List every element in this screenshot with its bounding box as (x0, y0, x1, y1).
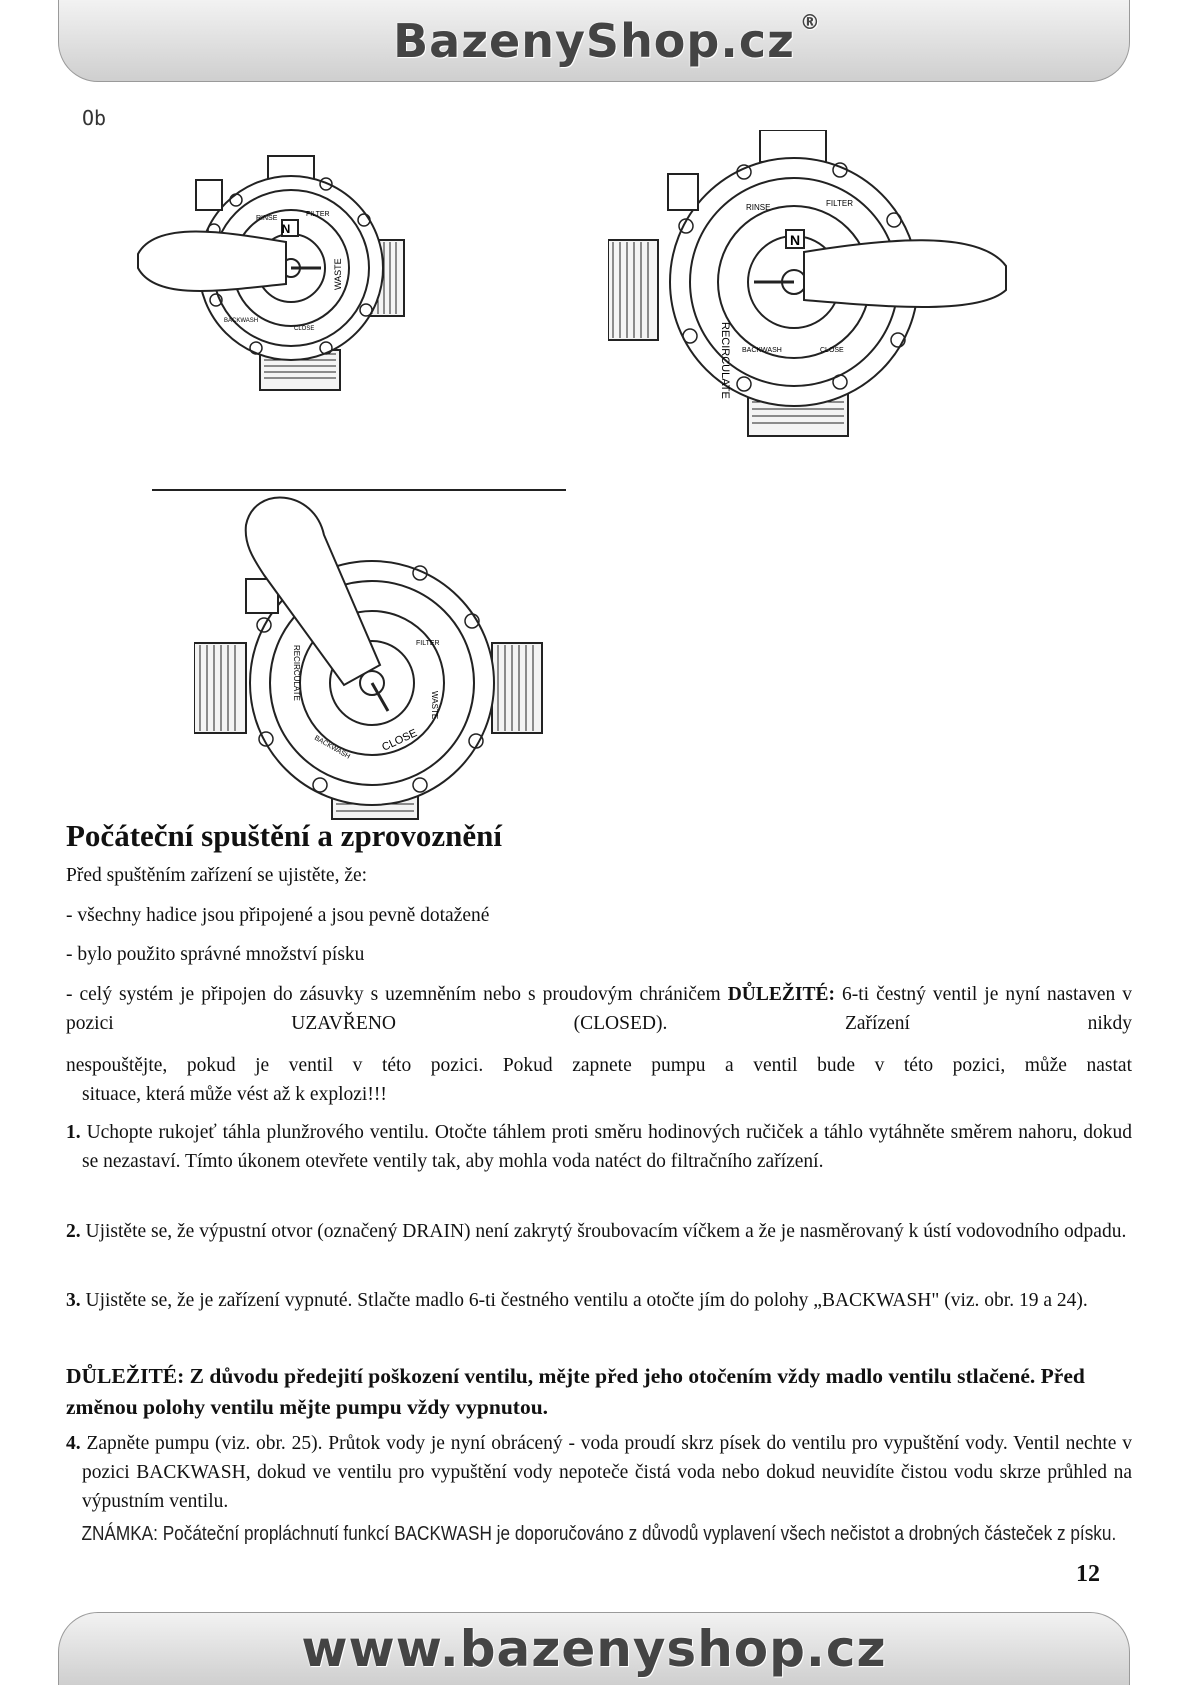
valve-label: BACKWASH (742, 347, 782, 354)
marker-label: N (789, 232, 801, 248)
valve-label: RINSE (256, 215, 278, 222)
valve-label: RINSE (746, 203, 771, 212)
valve-label: CLOSE (380, 727, 420, 754)
valve-label: FILTER (306, 211, 330, 218)
checklist-item: - všechny hadice jsou připojené a jsou pevně dotažené (66, 905, 490, 926)
brand-logo: BazenyShop.cz ® (393, 9, 821, 68)
footer-banner (58, 1612, 1130, 1685)
important-label: DŮLEŽITÉ: (727, 984, 835, 1005)
section-title: Počáteční spuštění a zprovoznění (66, 818, 502, 853)
step-1: 1. Uchopte rukojeť táhla plunžrového ventilu. Otočte táhlem proti směru hodinových ručiček a táhlo vytáhněte směrem nahoru, dokud se nezastaví. Tímto úkonem otevřete ventily tak, aby mohla voda natéct do filtračního zařízení. (66, 1122, 1133, 1172)
valve-label: CLOSE (294, 326, 315, 332)
important-warning: DŮLEŽITÉ: Z důvodu předejití poškození ventilu, mějte před jeho otočením vždy madlo ventilu stlačené. Před změnou polohy ventilu mějte pumpu vždy vypnutou. (66, 1364, 1085, 1419)
valve-label: FILTER (826, 199, 853, 208)
note-text: ZNÁMKA: Počáteční propláchnutí funkcí BACKWASH je doporučováno z důvodů vyplavení všech nečistot a drobných částeček z písku. (81, 1523, 1117, 1545)
step-2: 2. Ujistěte se, že výpustní otvor (označený DRAIN) není zakrytý šroubovacím víčkem a že je nasměrovaný k ústí vodovodního odpadu. (66, 1221, 1127, 1242)
divider-line (152, 489, 566, 491)
checklist-item: - bylo použito správné množství písku (66, 944, 365, 965)
valve-label: FILTER (416, 640, 440, 647)
step-4: 4. Zapněte pumpu (viz. obr. 25). Průtok vody je nyní obrácený - voda proudí skrz písek do ventilu pro vypuštění vody. Ventil nechte v pozici BACKWASH, dokud ve ventilu pro vypuštění vody nepoteče čistá voda nebo dokud neuvidíte čistou vodu skrze průhled na výpustním ventilu. (66, 1433, 1133, 1512)
warning-text-cont: situace, která může vést až k explozi!!! (82, 1084, 387, 1105)
text-fragment: Ob (82, 106, 107, 130)
step-3: 3. Ujistěte se, že je zařízení vypnuté. Stlačte madlo 6-ti čestného ventilu a otočte jím do polohy „BACKWASH" (viz. obr. 19 a 24). (66, 1290, 1088, 1311)
valve-label: WASTE (430, 691, 439, 720)
valve-label: RECIRCULATE (719, 322, 731, 399)
valve-label: BACKWASH (224, 318, 259, 324)
valve-label: WASTE (333, 258, 343, 290)
valve-figure-b (608, 130, 1008, 440)
valve-figure-a (136, 150, 436, 400)
page-number: 12 (1076, 1561, 1100, 1587)
valve-label: BACKWASH (313, 734, 351, 761)
intro-text: Před spuštěním zařízení se ujistěte, že: (66, 865, 368, 886)
valve-label: RECIRCULATE (292, 645, 301, 701)
footer-url[interactable]: www.bazenyshop.cz (301, 1620, 887, 1678)
checklist-item: - celý systém je připojen do zásuvky s uzemněním nebo s proudovým chráničem DŮLEŽITÉ: 6-ti čestný ventil je nyní nastaven v pozici UZAVŘENO (CLOSED). Zařízení nikdy (66, 984, 1132, 1034)
header-banner (58, 0, 1130, 82)
registered-mark: ® (799, 9, 821, 34)
valve-label: CLOSE (820, 347, 844, 354)
warning-text: nespouštějte, pokud je ventil v této pozici. Pokud zapnete pumpu a ventil bude v této pozici, může nastat (66, 1055, 1132, 1076)
valve-figure-c (194, 495, 544, 820)
marker-label: N (281, 222, 291, 236)
